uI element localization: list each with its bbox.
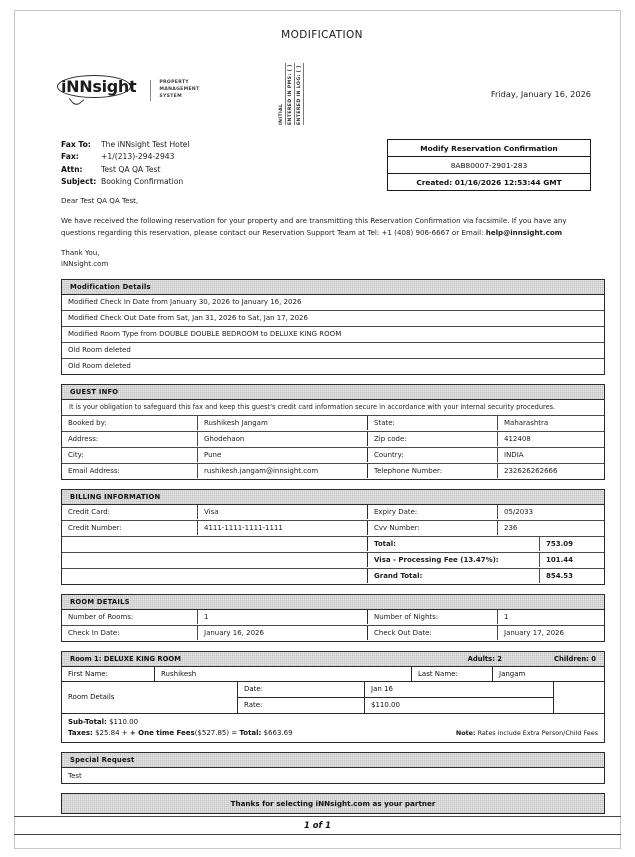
room-label-number-of-nights: Number of Nights: (368, 610, 498, 624)
document-header (39, 41, 605, 137)
logo-tagline-line3: SYSTEM (159, 93, 182, 99)
table-row (62, 416, 604, 432)
guest-value-booked-by: Rushikesh Jangam (198, 416, 368, 430)
room-one-totals-row (62, 714, 604, 742)
logo-oval-shape (57, 75, 131, 98)
table-row (62, 432, 604, 448)
billing-label-cvv: Cvv Number: (368, 521, 498, 535)
billing-information-section (61, 489, 605, 585)
billing-blank-cell (62, 553, 368, 567)
subject-value: Booking Confirmation (101, 176, 184, 186)
modification-row-0: Modified Check In Date from January 30, 2026 to January 16, 2026 (68, 298, 302, 307)
billing-value-credit-number: 4111-1111-1111-1111 (198, 521, 368, 535)
billing-grand-total-label: Grand Total: (368, 569, 540, 583)
logo-tagline-line1: PROPERTY (159, 80, 189, 85)
room-one-totals-text (68, 717, 456, 739)
last-name-value: Jangam (499, 669, 526, 678)
subtotal-line (68, 717, 456, 728)
guest-label-booked-by: Booked by: (62, 416, 198, 430)
table-row (62, 537, 604, 553)
room-one-note (456, 728, 598, 739)
fax-to-label: Fax To: (61, 140, 91, 149)
table-row (62, 448, 604, 464)
special-request-section (61, 752, 605, 784)
room-one-trailing-column (553, 682, 604, 713)
table-row (62, 610, 604, 626)
fax-row (61, 151, 190, 163)
room-label-number-of-rooms: Number of Rooms: (62, 610, 198, 624)
billing-total-value: 753.09 (546, 540, 574, 549)
stay-rate-value: $110.00 (371, 701, 400, 710)
guest-value-zip: 412408 (504, 435, 531, 444)
guest-value-country: INDIA (504, 451, 524, 460)
taxes-label: Taxes: (68, 728, 93, 737)
first-name-label: First Name: (62, 667, 155, 681)
stamp-entered-in-log: ENTERED IN LOG: [ ] (297, 63, 304, 125)
page-footer (14, 816, 621, 835)
room-label-check-out: Check Out Date: (368, 626, 498, 640)
guest-value-state: Maharashtra (504, 419, 549, 428)
guest-label-email: Email Address: (62, 464, 198, 478)
room-one-children: Children: 0 (554, 654, 596, 663)
attn-label: Attn: (61, 164, 83, 174)
addressing-section (39, 139, 605, 195)
room-details-section (61, 594, 605, 642)
stay-date-label: Date: (238, 682, 365, 697)
first-name-value: Rushikesh (155, 667, 412, 681)
modification-details-heading: Modification Details (62, 280, 604, 295)
letter-body (61, 195, 601, 270)
room-one-name-row (62, 667, 604, 682)
guest-label-address: Address: (62, 432, 198, 446)
innsight-logo (61, 79, 200, 101)
room-one-detail-grid (62, 682, 604, 714)
note-label: Note: (455, 728, 476, 737)
fax-address-block (61, 139, 190, 188)
special-request-value: Test (68, 771, 82, 780)
stamp-entered-in-pms: ENTERED IN PMS: [ ] (288, 64, 293, 125)
subject-label: Subject: (61, 176, 97, 186)
guest-label-state: State: (368, 416, 498, 430)
room-one-heading-bar (62, 652, 604, 667)
taxes-value: $25.84 + (95, 728, 130, 737)
guest-info-section (61, 384, 605, 480)
one-time-fees-value: ($527.85) = (194, 728, 240, 737)
billing-value-credit-card: Visa (198, 505, 368, 519)
modification-row-2: Modified Room Type from DOUBLE DOUBLE BEDROOM to DELUXE KING ROOM (68, 330, 342, 339)
fax-value: +1/(213)-294-2943 (101, 152, 175, 162)
guest-value-email: rushikesh.jangam@innsight.com (198, 464, 368, 478)
room-value-number-of-rooms: 1 (198, 610, 368, 624)
billing-total-label: Total: (368, 537, 540, 551)
modification-row-4: Old Room deleted (68, 362, 131, 371)
room-one-rate-table (238, 682, 553, 713)
fax-to-value: The iNNsight Test Hotel (101, 140, 190, 149)
billing-blank-cell (62, 569, 368, 583)
modification-row-1: Modified Check Out Date from Sat, Jan 31, 2026 to Sat, Jan 17, 2026 (68, 314, 308, 323)
subtotal-value: $110.00 (109, 717, 139, 726)
room-one-section (61, 651, 605, 743)
taxes-line (68, 728, 456, 739)
page-title: MODIFICATION (281, 29, 363, 41)
room-one-heading: Room 1: DELUXE KING ROOM (70, 654, 181, 663)
guest-info-notice-row (62, 400, 604, 416)
letter-salutation: Dear Test QA QA Test, (61, 196, 139, 205)
stay-date-value: Jan 16 (371, 685, 393, 694)
room-label-check-in: Check In Date: (62, 626, 198, 640)
guest-label-country: Country: (368, 448, 498, 462)
stay-rate-label: Rate: (238, 698, 365, 713)
guest-info-heading: GUEST INFO (62, 385, 604, 400)
table-row (62, 327, 604, 343)
table-row (62, 569, 604, 584)
room-details-heading: ROOM DETAILS (62, 595, 604, 610)
table-row (62, 311, 604, 327)
fax-to-row (61, 139, 190, 151)
confirmation-box (387, 139, 591, 191)
billing-label-expiry: Expiry Date: (368, 505, 498, 519)
table-row (238, 698, 553, 713)
guest-value-telephone: 232626262666 (504, 467, 558, 476)
room-total-value: $663.69 (263, 728, 293, 737)
logo-text: iNNsight (61, 77, 137, 96)
table-row (62, 295, 604, 311)
note-value: Rates include Extra Person/Child Fees (477, 728, 598, 737)
room-value-check-out: January 17, 2026 (504, 629, 564, 638)
logo-wordmark (61, 79, 136, 95)
letter-paragraph-text: We have received the following reservation for your property and are transmitting this Reservation Confirmation via facsimile. If you have any questions regarding this reservation, please contact our Reservation Support Team at Tel: +1 (408) 906-6667 or Email: (61, 216, 567, 237)
letter-signoff-2: iNNsight.com (61, 259, 109, 269)
table-row (238, 682, 553, 698)
table-row (62, 553, 604, 569)
billing-label-credit-number: Credit Number: (62, 521, 198, 535)
processing-stamp-block (279, 63, 304, 125)
billing-grand-total-value: 854.53 (546, 572, 574, 581)
room-details-label: Room Details (62, 682, 238, 713)
room-value-check-in: January 16, 2026 (198, 626, 368, 640)
fax-label: Fax: (61, 152, 79, 162)
confirmation-title: Modify Reservation Confirmation (388, 140, 590, 157)
billing-processing-fee-value: 101.44 (546, 556, 574, 565)
table-row (62, 464, 604, 479)
table-row (62, 626, 604, 641)
billing-value-cvv: 236 (504, 524, 518, 533)
letter-signoff-1: Thank You, (61, 248, 100, 258)
attn-row (61, 164, 190, 176)
one-time-fees-label: + One time Fees (129, 728, 195, 737)
guest-value-address: Ghodehaon (198, 432, 368, 446)
guest-value-city: Pune (198, 448, 368, 462)
stamp-initial: INITIAL (279, 63, 286, 125)
support-email: help@innsight.com (485, 227, 563, 237)
page-number: 1 of 1 (14, 817, 621, 835)
logo-tagline-line2: MANAGEMENT (159, 86, 200, 92)
guest-label-telephone: Telephone Number: (368, 464, 498, 478)
page-border (14, 10, 621, 849)
page-content (39, 21, 605, 814)
confirmation-number: 8AB80007-2901-283 (388, 157, 590, 174)
guest-label-zip: Zip code: (368, 432, 498, 446)
logo-tagline (150, 80, 199, 101)
document-date: Friday, January 16, 2026 (490, 89, 591, 99)
letter-paragraph (61, 215, 601, 238)
table-row (62, 768, 604, 783)
subject-row (61, 176, 190, 188)
table-row (62, 521, 604, 537)
table-row (62, 343, 604, 359)
special-request-heading: Special Request (62, 753, 604, 768)
subtotal-label: Sub-Total: (68, 717, 107, 726)
modification-details-section (61, 279, 605, 375)
guest-label-city: City: (62, 448, 198, 462)
room-one-adults: Adults: 2 (467, 654, 503, 663)
billing-label-credit-card: Credit Card: (62, 505, 198, 519)
table-row (62, 359, 604, 374)
modification-row-3: Old Room deleted (68, 346, 131, 355)
billing-value-expiry: 05/2033 (504, 508, 534, 517)
room-total-label: Total: (239, 728, 262, 737)
thanks-banner: Thanks for selecting iNNsight.com as your partner (61, 793, 605, 814)
confirmation-created: Created: 01/16/2026 12:53:44 GMT (416, 177, 562, 187)
attn-value: Test QA QA Test (101, 164, 161, 174)
billing-information-heading: BILLING INFORMATION (62, 490, 604, 505)
guest-info-notice: It is your obligation to safeguard this fax and keep this guest's credit card information secure in accordance with your internal security procedures. (69, 403, 556, 412)
last-name-label: Last Name: (412, 667, 493, 681)
room-value-number-of-nights: 1 (504, 613, 509, 622)
billing-processing-fee-label: Visa - Processing Fee (13.47%): (368, 553, 540, 567)
billing-blank-cell (62, 537, 368, 551)
table-row (62, 505, 604, 521)
